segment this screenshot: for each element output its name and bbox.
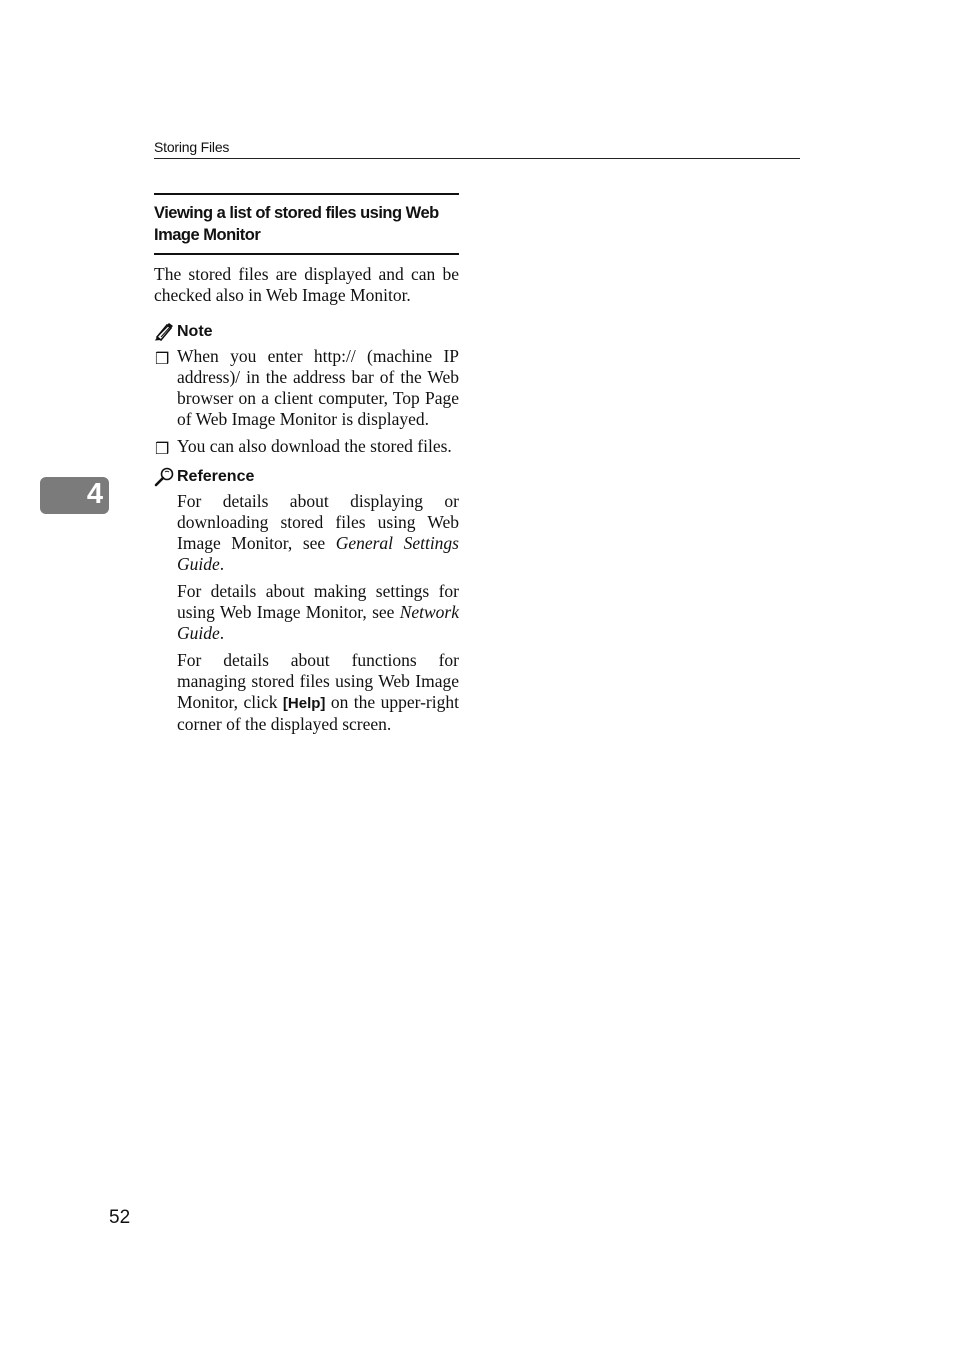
chapter-number: 4 xyxy=(86,478,103,510)
note-item-text: When you enter http:// (machine IP address)/ in the address bar of the Web browser on a client computer, Top Page of Web Image Monitor is displayed. xyxy=(177,346,459,429)
magnifier-icon xyxy=(154,467,177,487)
reference-paragraph xyxy=(177,650,459,735)
content-column xyxy=(154,193,459,735)
pencil-icon xyxy=(154,322,177,342)
reference-text: For details about displaying or downloading stored files using Web Image Monitor, see xyxy=(177,491,459,553)
reference-label: Reference xyxy=(177,468,255,485)
note-label: Note xyxy=(177,323,213,340)
note-heading xyxy=(154,321,459,343)
help-key-label: [Help] xyxy=(282,695,326,712)
reference-text-end: . xyxy=(219,554,225,574)
reference-text: For details about making settings for using Web Image Monitor, see xyxy=(177,581,459,622)
document-title: Network Guide xyxy=(177,602,459,643)
running-header: Storing Files xyxy=(154,139,230,155)
reference-heading xyxy=(154,466,459,488)
note-list xyxy=(154,346,459,457)
reference-text-end: on the upper-right corner of the displayed screen. xyxy=(177,692,459,734)
header-rule xyxy=(154,158,800,159)
chapter-tab xyxy=(40,477,109,514)
section-heading: Viewing a list of stored files using Web Image Monitor xyxy=(154,193,459,255)
checkbox-bullet-icon: ❒ xyxy=(155,351,170,368)
note-item-text: You can also download the stored files. xyxy=(177,436,452,456)
checkbox-bullet-icon: ❒ xyxy=(155,441,170,458)
reference-text: For details about functions for managing stored files using Web Image Monitor, click xyxy=(177,650,459,712)
note-item xyxy=(154,436,459,457)
reference-text-end: . xyxy=(219,623,225,643)
reference-paragraph xyxy=(177,491,459,575)
document-title: General Settings Guide xyxy=(177,533,459,574)
reference-paragraph xyxy=(177,581,459,644)
note-item xyxy=(154,346,459,430)
page-number: 52 xyxy=(109,1207,131,1228)
intro-paragraph: The stored files are displayed and can be checked also in Web Image Monitor. xyxy=(154,264,459,305)
